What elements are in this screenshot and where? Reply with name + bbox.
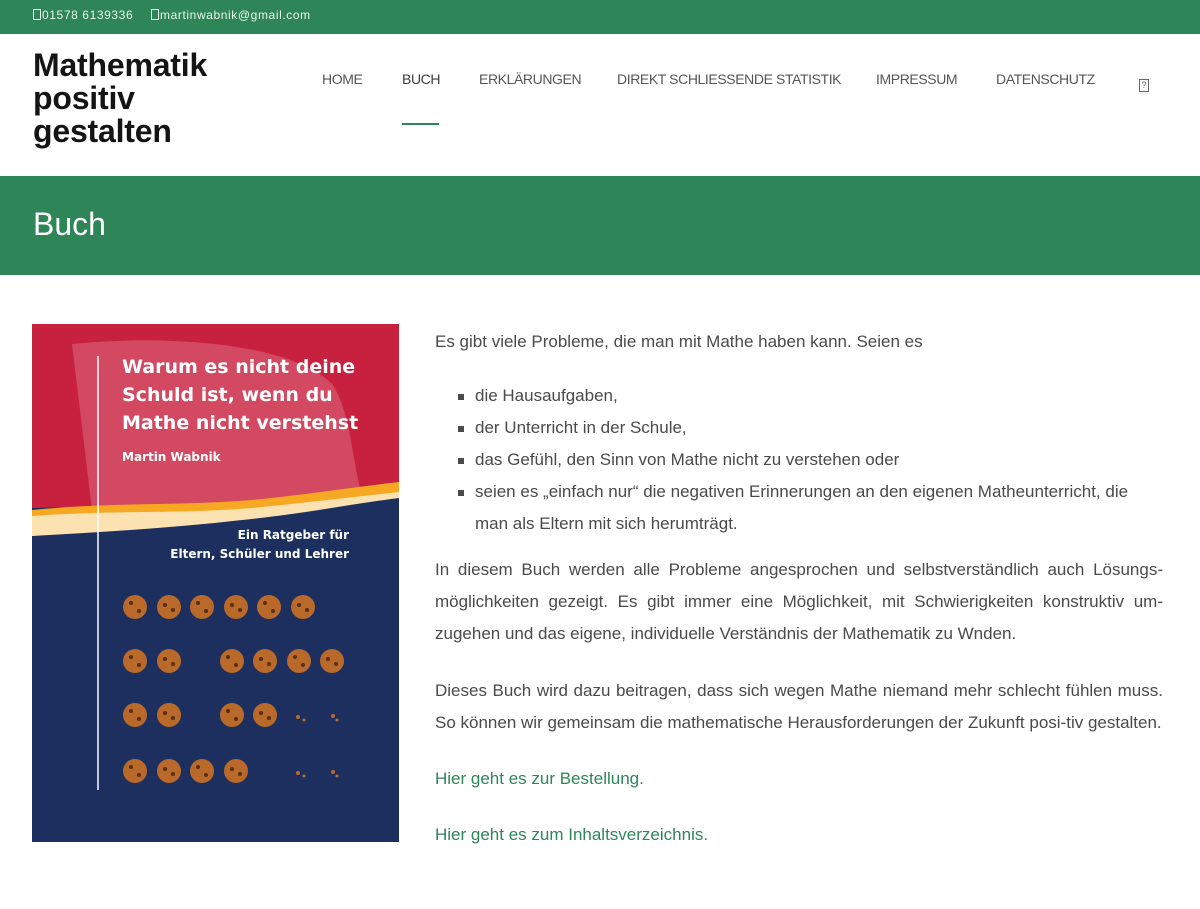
cover-author: Martin Wabnik <box>122 450 221 464</box>
phone-icon <box>33 9 41 20</box>
email-contact[interactable] <box>151 8 311 22</box>
book-cover <box>32 324 399 842</box>
envelope-icon <box>151 9 159 20</box>
cover-subtitle-line: Eltern, Schüler und Lehrer <box>170 547 349 561</box>
list-item: der Unterricht in der Schule, <box>435 412 1163 444</box>
table-of-contents-link[interactable]: Hier geht es zum Inhaltsverzeichnis. <box>435 825 709 844</box>
nav-item-home[interactable]: HOME <box>322 71 363 87</box>
logo-line: gestalten <box>33 113 172 149</box>
page-title-band <box>0 176 1200 275</box>
cover-title-line: Warum es nicht deine <box>122 356 356 378</box>
nav-item-impressum[interactable]: IMPRESSUM <box>876 71 958 87</box>
intro-paragraph: Es gibt viele Probleme, die man mit Mathe haben kann. Seien es <box>435 332 923 351</box>
list-item: die Hausaufgaben, <box>435 380 1163 412</box>
main-content <box>435 326 1163 875</box>
site-header <box>0 34 1200 176</box>
cover-subtitle-line: Ein Ratgeber für <box>237 528 349 542</box>
active-nav-indicator <box>402 123 439 125</box>
nav-item-statistik[interactable]: DIREKT SCHLIESSENDE STATISTIK <box>617 71 842 87</box>
list-item: seien es „einfach nur“ die negativen Erinnerungen an den eigenen Matheunterricht, die man als Eltern mit sich herumträgt. <box>435 476 1163 540</box>
cover-title-line: Mathe nicht verstehst <box>122 412 359 434</box>
phone-contact[interactable] <box>33 8 133 22</box>
list-item: das Gefühl, den Sinn von Mathe nicht zu verstehen oder <box>435 444 1163 476</box>
site-logo[interactable] <box>33 49 253 148</box>
logo-line: Mathematik <box>33 47 208 83</box>
email-address: martinwabnik@gmail.com <box>160 8 311 22</box>
page-title: Buch <box>33 206 106 242</box>
nav-item-buch[interactable]: BUCH <box>402 71 441 87</box>
nav-item-erklaerungen[interactable]: ERKLÄRUNGEN <box>479 71 582 87</box>
body-paragraph: Dieses Buch wird dazu beitragen, dass sich wegen Mathe niemand mehr schlecht fühlen muss. So können wir gemeinsam die mathematische Herausforderungen der Zukunft posi-tiv gestalten. <box>435 681 1163 732</box>
phone-number: 01578 6139336 <box>42 8 134 22</box>
logo-line: positiv <box>33 80 135 116</box>
body-paragraph: In diesem Buch werden alle Probleme angesprochen und selbstverständlich auch Lösungs-möglichkeiten gezeigt. Es gibt immer eine Möglichkeit, mit Schwierigkeiten konstruktiv um-zugehen und das eigene, individuelle Verständnis der Mathematik zu Wnden. <box>435 560 1163 643</box>
cover-title-line: Schuld ist, wenn du <box>122 384 333 406</box>
search-icon[interactable]: ? <box>1139 79 1149 92</box>
top-contact-bar <box>0 0 1200 34</box>
order-link[interactable]: Hier geht es zur Bestellung. <box>435 769 644 788</box>
nav-item-datenschutz[interactable]: DATENSCHUTZ <box>996 71 1095 87</box>
problem-list <box>435 380 1163 540</box>
